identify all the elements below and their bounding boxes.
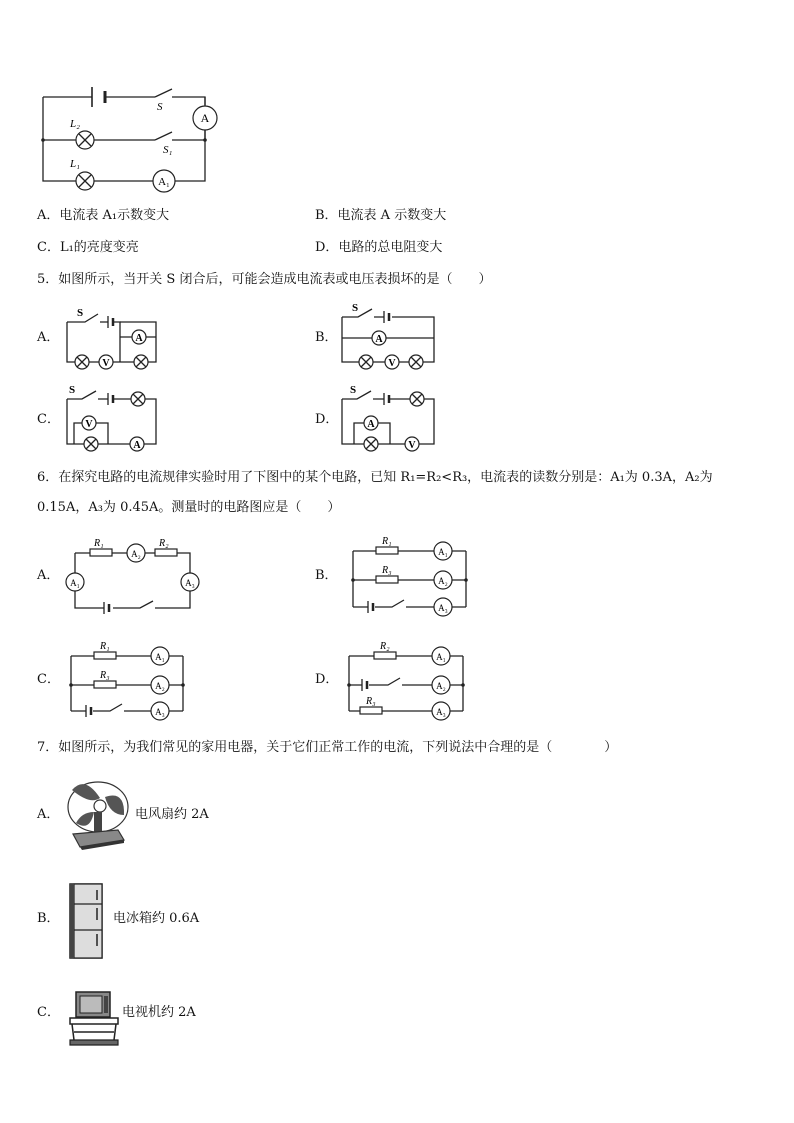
q4-ammeter-a1-label: A₁: [158, 176, 170, 188]
q6-stem-line1: 6．在探究电路的电流规律实验时用了下图中的某个电路，已知 R₁=R₂<R₃，电流表的读数分别是：A₁为 0.3A，A₂为: [37, 470, 713, 485]
svg-text:A: A: [135, 333, 143, 344]
q6-b-r3-label: R₃: [382, 565, 392, 576]
q7-option-b-text[interactable]: 电冰箱约 0.6A: [113, 911, 200, 926]
svg-text:V: V: [85, 419, 93, 430]
q5-option-a[interactable]: A．: [37, 330, 60, 345]
q7-option-a-text[interactable]: 电风扇约 2A: [135, 807, 209, 822]
svg-text:A: A: [367, 419, 375, 430]
q6-d-r3-label: R₃: [366, 696, 376, 707]
q6-a-a3-label: A₃: [185, 578, 195, 588]
svg-text:V: V: [102, 358, 110, 369]
q6-option-d[interactable]: D．: [315, 672, 339, 687]
q7-stem: 7．如图所示，为我们常见的家用电器，关于它们正常工作的电流，下列说法中合理的是（ ）: [37, 740, 618, 755]
q4-option-a[interactable]: A．电流表 A₁示数变大: [37, 208, 170, 223]
q6-c-a1-label: A₁: [155, 652, 165, 662]
q6-c-r1-label: R₁: [100, 641, 110, 652]
q4-ammeter-a-label: A: [200, 111, 210, 125]
q4-lamp-l2-label: L₂: [70, 118, 80, 130]
q5-b-switch-label: S: [352, 302, 359, 314]
q6-option-c[interactable]: C．: [37, 672, 60, 687]
q4-option-b[interactable]: B．电流表 A 示数变大: [315, 208, 447, 223]
q5-option-d[interactable]: D．: [315, 412, 339, 427]
q5-option-b[interactable]: B．: [315, 330, 338, 345]
q6-b-a2-label: A₂: [438, 576, 448, 586]
q6-c-r3-label: R₃: [100, 670, 110, 681]
q6-b-r1-label: R₁: [382, 536, 392, 547]
q6-option-b[interactable]: B．: [315, 568, 338, 583]
q4-option-d[interactable]: D．电路的总电阻变大: [315, 240, 443, 255]
svg-text:A: A: [375, 334, 383, 345]
svg-text:V: V: [388, 358, 396, 369]
q6-d-a1-label: A₁: [436, 652, 446, 662]
q6-a-r2-label: R₂: [159, 538, 169, 549]
q6-a-r1-label: R₁: [94, 538, 104, 549]
q7-option-b-letter[interactable]: B．: [37, 911, 60, 926]
q4-switch-s-label: S: [157, 101, 163, 113]
q6-a-a1-label: A₁: [70, 578, 80, 588]
svg-text:A: A: [133, 440, 141, 451]
q6-stem-line2: 0.15A，A₃为 0.45A。测量时的电路图应是（ ）: [37, 500, 341, 515]
q7-option-a-letter[interactable]: A．: [37, 807, 60, 822]
q5-d-switch-label: S: [350, 384, 357, 396]
q4-option-c[interactable]: C．L₁的亮度变亮: [37, 240, 139, 255]
q6-d-a3-label: A₃: [436, 707, 446, 717]
q5-c-switch-label: S: [69, 384, 76, 396]
q6-option-a[interactable]: A．: [37, 568, 60, 583]
q7-option-c-text[interactable]: 电视机约 2A: [122, 1005, 196, 1020]
svg-text:V: V: [408, 440, 416, 451]
q6-d-r2-label: R₂: [380, 641, 390, 652]
q6-a-a2-label: A₂: [131, 549, 141, 559]
q6-b-a3-label: A₃: [438, 603, 448, 613]
q5-stem: 5．如图所示，当开关 S 闭合后，可能会造成电流表或电压表损坏的是（ ）: [37, 272, 492, 287]
q6-b-a1-label: A₁: [438, 547, 448, 557]
q5-a-switch-label: S: [77, 307, 84, 319]
q6-c-a3-label: A₃: [155, 707, 165, 717]
q5-option-c[interactable]: C．: [37, 412, 60, 427]
q6-c-a2-label: A₂: [155, 681, 165, 691]
q7-option-c-letter[interactable]: C．: [37, 1005, 60, 1020]
q6-d-a2-label: A₂: [436, 681, 446, 691]
q4-switch-s1-label: S₁: [163, 144, 173, 156]
q4-lamp-l1-label: L₁: [70, 158, 80, 170]
